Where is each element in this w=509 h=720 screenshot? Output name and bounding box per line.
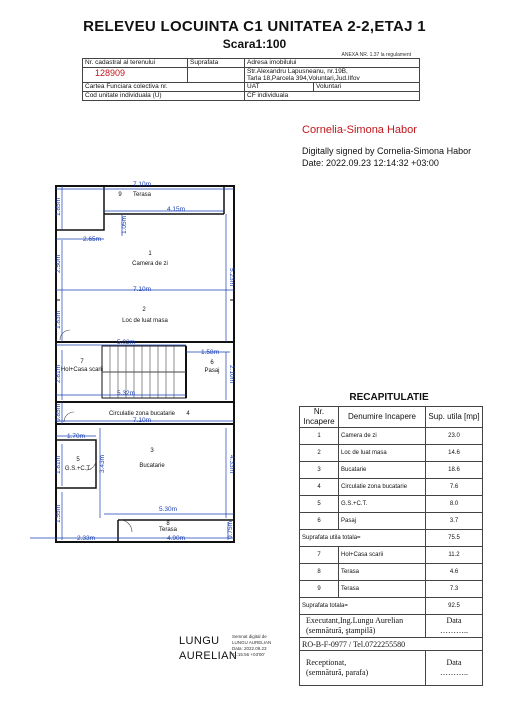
- row-name: Camera de zi: [339, 428, 426, 445]
- scale-label: Scara1:100: [222, 37, 287, 51]
- digital-stamp-name: [179, 634, 237, 664]
- room-1-num: 1: [148, 251, 152, 257]
- dim-label: 2.50m: [55, 254, 62, 274]
- row-area: 7.6: [426, 479, 483, 496]
- table-row: [300, 564, 483, 581]
- room-1-name: Camera de zi: [132, 261, 168, 267]
- dim-label: 1.81m: [55, 455, 62, 475]
- room-9-name: Terasa: [132, 192, 152, 198]
- utila-value: 75.5: [426, 530, 483, 547]
- row-nr: 5: [300, 496, 339, 513]
- row-area: 3.7: [426, 513, 483, 530]
- door-arcs: [60, 330, 132, 532]
- row-name: G.S.+C.T.: [339, 496, 426, 513]
- totala-label: Suprafata totala=: [300, 598, 426, 615]
- row-name: Hol+Casa scarii: [339, 547, 426, 564]
- dim-label: 2.81m: [55, 364, 62, 384]
- row-nr: 1: [300, 428, 339, 445]
- cod-unitate-label: Cod unitate individuala (U): [83, 92, 245, 101]
- dim-label: 1.58m: [200, 349, 220, 356]
- room-6-num: 6: [210, 360, 214, 366]
- row-area: 18.6: [426, 462, 483, 479]
- row-name: Loc de luat masa: [339, 445, 426, 462]
- room-3-name: Bucatarie: [139, 463, 165, 469]
- adresa-line2: Tarla 18,Parcela 394,Voluntari,Jud.Ilfov: [247, 75, 360, 82]
- dim-label: 1.70m: [66, 433, 86, 440]
- room-labels: [61, 192, 220, 533]
- dim-label: 2.65m: [82, 236, 102, 243]
- dim-label: 4.33m: [228, 454, 235, 474]
- signature-date: Date: 2022.09.23 12:14:32 +03:00: [302, 158, 439, 168]
- executant-data-cell: [426, 615, 483, 638]
- nr-cadastral-label: Nr. cadastral al terenului: [83, 59, 188, 68]
- table-row: [300, 496, 483, 513]
- utila-label: Suprafata utila totala=: [300, 530, 426, 547]
- row-name: Bucatarie: [339, 462, 426, 479]
- table-row: [300, 479, 483, 496]
- room-5-num: 5: [76, 457, 80, 463]
- table-row: [300, 445, 483, 462]
- signature-line1: Digitally signed by Cornelia-Simona Habor: [302, 146, 472, 156]
- table-row: [300, 462, 483, 479]
- dim-label: 1.83m: [55, 310, 62, 330]
- receptionat-label: Receptionat,: [306, 658, 347, 667]
- room-8-name: Terasa: [158, 527, 178, 533]
- row-name: Pasaj: [339, 513, 426, 530]
- row-nr: 2: [300, 445, 339, 462]
- row-area: 4.6: [426, 564, 483, 581]
- dim-label: 1.55m: [55, 504, 62, 524]
- uat-label: UAT: [245, 83, 314, 92]
- row-area: 7.3: [426, 581, 483, 598]
- stamp-name-line2: AURELIAN: [179, 650, 238, 662]
- dim-label: 4.90m: [166, 535, 186, 542]
- room-6-name: Pasaj: [204, 368, 220, 374]
- table-row: [300, 581, 483, 598]
- row-area: 23.0: [426, 428, 483, 445]
- receptionat-note: (semnătură, parafa): [306, 668, 369, 677]
- dim-label: 2.10m: [228, 364, 235, 384]
- annex-note: ANEXA NR. 1.37 la regulament: [341, 52, 411, 58]
- receptionat-dots: ………..: [440, 668, 468, 677]
- dim-label: 5.23m: [228, 267, 235, 287]
- registration-row: [300, 638, 483, 651]
- row-name: Terasa: [339, 564, 426, 581]
- room-4-name: Circulatie zona bucatarie: [108, 411, 176, 417]
- nr-cadastral-value: 128909: [95, 68, 126, 78]
- row-name: Terasa: [339, 581, 426, 598]
- dim-label: 7.10m: [132, 417, 152, 424]
- cf-individuala-label: CF individuala: [245, 92, 420, 101]
- stamp-name-line1: LUNGU: [179, 635, 220, 647]
- stair-steps: [102, 346, 186, 398]
- table-row: [300, 547, 483, 564]
- totala-value: 92.5: [426, 598, 483, 615]
- row-nr: 9: [300, 581, 339, 598]
- room-2-num: 2: [142, 307, 146, 313]
- room-7-num: 7: [80, 359, 84, 365]
- executant-name: Executant,Ing.Lungu Aurelian: [306, 616, 404, 625]
- executant-registration: RO-B-F-0977 / Tel.0722255580: [300, 638, 483, 651]
- col-nr-header: Nr. Incapere: [300, 407, 339, 428]
- digital-stamp-details: [232, 634, 271, 658]
- dim-label: 1.05m: [121, 215, 128, 235]
- dim-label: 2.33m: [76, 535, 96, 542]
- room-3-num: 3: [150, 448, 154, 454]
- dim-label: 5.30m: [158, 506, 178, 513]
- stamp-small-2: LUNGU AURELIAN: [232, 640, 272, 645]
- row-nr: 6: [300, 513, 339, 530]
- stamp-small-3: Data: 2022.09.23: [232, 646, 267, 651]
- dim-label: 7.10m: [132, 181, 152, 188]
- row-nr: 7: [300, 547, 339, 564]
- stamp-small-4: 11:15:56 +03'00': [232, 652, 265, 657]
- col-area-header: Sup. utila [mp]: [426, 407, 483, 428]
- dim-label: 1.85m: [55, 197, 62, 217]
- row-area: 11.2: [426, 547, 483, 564]
- executant-dots: ………..: [440, 626, 468, 635]
- table-row: [300, 513, 483, 530]
- table-row: [300, 428, 483, 445]
- dimension-lines: [30, 186, 234, 540]
- recap-table: [299, 406, 483, 686]
- dim-label: 3.43m: [99, 454, 106, 474]
- room-9-num: 9: [118, 192, 122, 198]
- executant-note: (semnătură, ştampilă): [306, 626, 376, 635]
- dim-label: 5.02m: [116, 339, 136, 346]
- dim-label: 0.75m: [227, 520, 234, 540]
- recap-title: RECAPITULATIE: [349, 392, 429, 403]
- room-5-name: G.S.+C.T.: [64, 466, 92, 472]
- signer-name: Cornelia-Simona Habor: [302, 124, 417, 136]
- row-area: 8.0: [426, 496, 483, 513]
- room-2-name: Loc de luat masa: [122, 318, 168, 324]
- dim-label: 4.15m: [166, 206, 186, 213]
- row-nr: 8: [300, 564, 339, 581]
- stamp-small-1: Semnat digital de: [232, 634, 267, 639]
- executant-data: Data: [446, 616, 462, 625]
- room-4-num: 4: [186, 411, 190, 417]
- receptionat-row: [300, 651, 483, 686]
- row-nr: 4: [300, 479, 339, 496]
- adresa-label: Adresa imobilului: [245, 59, 420, 68]
- dim-label: 7.10m: [132, 286, 152, 293]
- row-nr: 3: [300, 462, 339, 479]
- suprafata-label: Suprafata: [188, 59, 245, 68]
- receptionat-data: Data: [446, 658, 462, 667]
- executant-row: [300, 615, 483, 638]
- row-area: 14.6: [426, 445, 483, 462]
- wall-line: [56, 186, 104, 230]
- cf-colectiva-label: Cartea Funciara colectiva nr.: [83, 83, 245, 92]
- row-name: Circulatie zona bucatarie: [339, 479, 426, 496]
- dim-label: 0.85m: [55, 403, 62, 423]
- page-title: RELEVEU LOCUINTA C1 UNITATEA 2-2,ETAJ 1: [83, 18, 426, 35]
- col-name-header: Denumire Incapere: [339, 407, 426, 428]
- dim-label: 5.32m: [116, 390, 136, 397]
- total-row: [300, 598, 483, 615]
- receptionat-data-cell: [426, 651, 483, 686]
- receptionat-cell: [300, 651, 426, 686]
- total-row: [300, 530, 483, 547]
- adresa-line1: Str.Alexandru Lapusneanu, nr.19B,: [247, 68, 348, 75]
- room-8-num: 8: [166, 521, 170, 527]
- executant-cell: [300, 615, 426, 638]
- room-7-name: Hol+Casa scarii: [60, 367, 104, 373]
- uat-value: Voluntari: [314, 83, 420, 92]
